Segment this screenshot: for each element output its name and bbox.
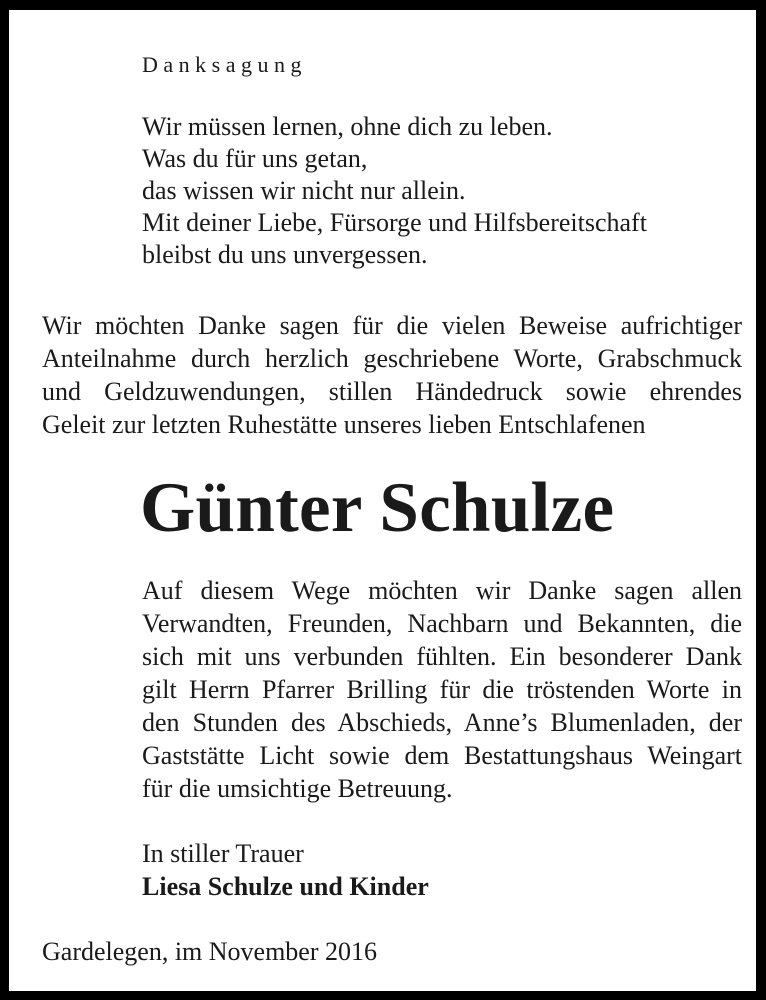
paragraph-line: Verwandten, Freunden, Nachbarn und Bekannten, die (142, 609, 742, 638)
poem-line: Wir müssen lernen, ohne dich zu leben. (142, 112, 553, 141)
paragraph-line: Auf diesem Wege möchten wir Danke sagen allen (142, 576, 742, 605)
paragraph-line: sich mit uns verbunden fühlten. Ein besonderer Dank (142, 642, 742, 671)
paragraph-line: und Geldzuwendungen, stillen Händedruck sowie ehrendes (42, 377, 742, 406)
thanks-paragraph (42, 309, 742, 441)
paragraph-line: Gaststätte Licht sowie dem Bestattungshaus Weingart (142, 741, 742, 770)
signatories: Liesa Schulze und Kinder (142, 872, 429, 901)
acknowledgement-paragraph (142, 574, 742, 805)
signoff (142, 837, 429, 903)
poem-line: das wissen wir nicht nur allein. (142, 176, 466, 205)
paragraph-line: Wir möchten Danke sagen für die vielen Beweise aufrichtiger (42, 311, 742, 340)
poem-line: Was du für uns getan, (142, 144, 368, 173)
paragraph-line: für die umsichtige Betreuung. (142, 774, 453, 803)
paragraph-line: gilt Herrn Pfarrer Brilling für die tröstenden Worte in (142, 675, 742, 704)
poem (142, 111, 647, 271)
paragraph-line: Anteilnahme durch herzlich geschriebene Worte, Grabschmuck (42, 344, 742, 373)
mourning-line: In stiller Trauer (142, 839, 304, 868)
poem-line: Mit deiner Liebe, Fürsorge und Hilfsbereitschaft (142, 208, 647, 237)
place-and-date: Gardelegen, im November 2016 (42, 937, 378, 966)
paragraph-line: Geleit zur letzten Ruhestätte unseres lieben Entschlafenen (42, 410, 646, 439)
poem-line: bleibst du uns unvergessen. (142, 240, 428, 269)
notice-heading: Danksagung (142, 52, 307, 77)
deceased-name: Günter Schulze (140, 469, 615, 547)
paragraph-line: den Stunden des Abschieds, Anne’s Blumenladen, der (142, 708, 742, 737)
